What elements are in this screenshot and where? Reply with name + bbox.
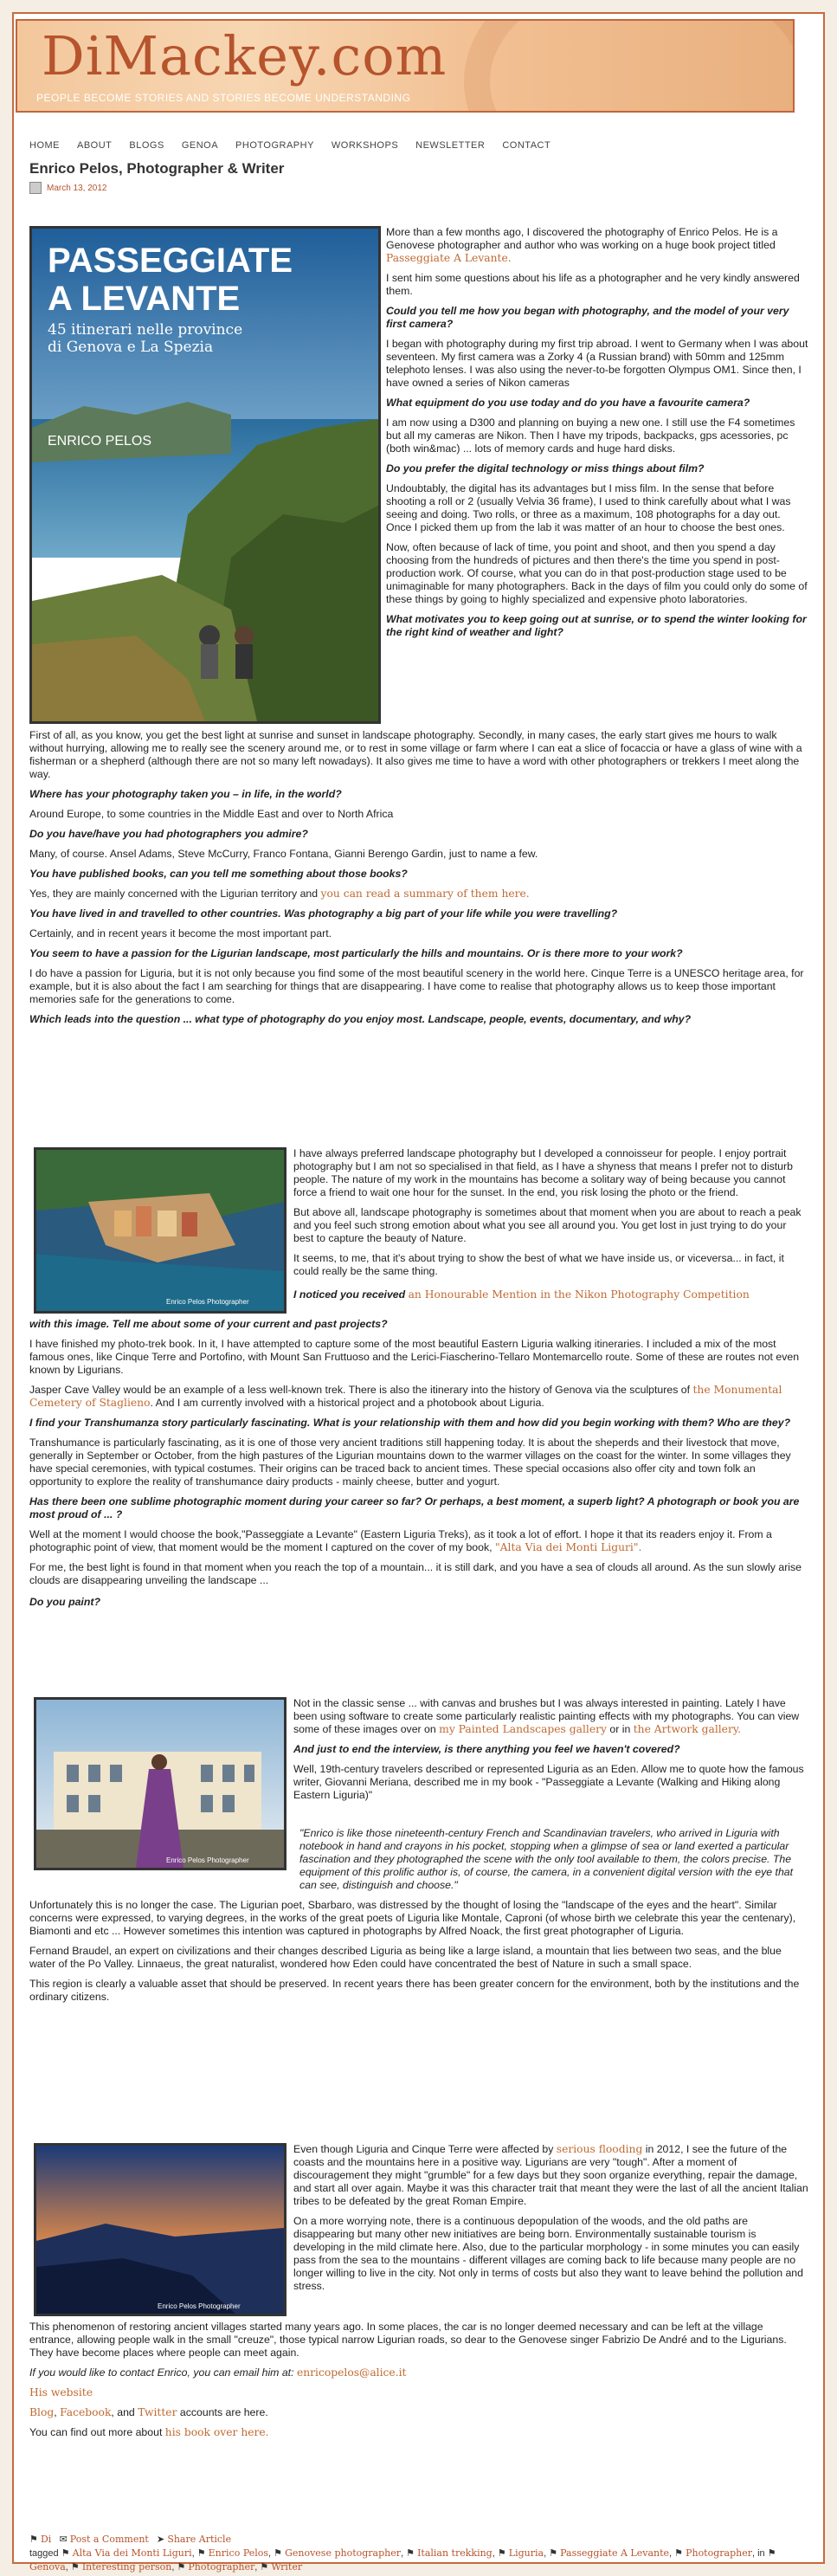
post-date-text: March 13, 2012: [47, 183, 107, 193]
question-6: Do you have/have you had photographers you admire?: [29, 828, 308, 840]
answer-6: Many, of course. Ansel Adams, Steve McCurry, Franco Fontana, Gianni Berengo Gardin, just to name a few.: [29, 848, 538, 860]
nav-workshops[interactable]: WORKSHOPS: [331, 140, 399, 151]
answer-14-column: [293, 1697, 808, 1809]
staglieno-link[interactable]: the Monumental Cemetery of Staglieno: [29, 1384, 782, 1409]
answer-10b: But above all, landscape photography is sometimes about that moment when you are about to reach a peak and you feel such strong emotion about what you see all around you. You get lost in just trying to do your best to capture the beauty of Nature.: [293, 1206, 802, 1244]
section-3: [29, 1318, 808, 1616]
banner-decoration: [464, 19, 795, 113]
question-5: Where has your photography taken you – in life, in the world?: [29, 788, 342, 800]
question-4: What motivates you to keep going out at sunrise, or to spend the winter looking for the right kind of weather and light?: [386, 613, 807, 638]
answer-3b: Now, often because of lack of time, you point and shoot, and then you spend a day choosing from the hundreds of pictures and then there's the time you spend in post-production work. Of course, what you can do in that post-production stage used to be unimaginable for many photographers. Back in the days of film you could only do some of these things by going to highly specialized and expensive photo laboratories.: [386, 541, 808, 605]
category-icon: ⚑: [70, 2562, 82, 2573]
intro-paragraph-2: I sent him some questions about his life as a photographer and he very kindly answered them.: [386, 272, 800, 297]
category-link[interactable]: Interesting person: [81, 2561, 172, 2573]
answer-1: I began with photography during my first trip abroad. I went to Germany when I was about seventeen. My first camera was a Zorky 4 (a Russian brand) with 50mm and 125mm telephoto lenses. I was also using the never-to-be forgotten Olympus OM1. Since then, I have owned a series of Nikon cameras: [386, 338, 808, 389]
main-nav: [29, 140, 568, 151]
question-10: Which leads into the question ... what type of photography do you enjoy most. Landscape, people, events, documentary, and why?: [29, 1013, 692, 1025]
contact-line: If you would like to contact Enrico, you can email him at: enricopelos@alice.it: [29, 2366, 407, 2379]
question-14: Do you paint?: [29, 1596, 100, 1608]
photo-watermark-1: Enrico Pelos Photographer: [166, 1298, 249, 1306]
nav-blogs[interactable]: BLOGS: [129, 140, 164, 151]
social-line: Blog, Facebook, and Twitter accounts are here.: [29, 2406, 268, 2418]
alta-via-link[interactable]: "Alta Via dei Monti Liguri".: [494, 1541, 642, 1553]
answer-5: Around Europe, to some countries in the Middle East and over to North Africa: [29, 808, 394, 820]
question-15: And just to end the interview, is there anything you feel we haven't covered?: [293, 1743, 680, 1755]
question-2: What equipment do you use today and do you have a favourite camera?: [386, 397, 750, 409]
question-9: You seem to have a passion for the Ligurian landscape, most particularly the hills and mountains. Or is there more to your work?: [29, 947, 683, 959]
tag-link[interactable]: Liguria: [508, 2547, 544, 2559]
answer-11a: I have finished my photo-trek book. In it, I have attempted to capture some of the most beautiful Eastern Liguria walking itineraries. I included a mix of the most famous ones, like Cinque Terre and Portofino, with Mount San Fruttuoso and the Lerici-Fiascherino-Tellaro Montemarcello route. Some of these are routes not even known by Ligurians.: [29, 1338, 800, 1376]
tag-icon: ⚑: [406, 2548, 418, 2559]
category-link[interactable]: Photographer: [188, 2561, 255, 2573]
question-12: I find your Transhumanza story particularly fascinating. What is your relationship with them and how did you begin working with them? Who are they?: [29, 1417, 791, 1429]
nav-home[interactable]: HOME: [29, 140, 60, 151]
post-footer: [29, 2533, 808, 2574]
village-photo[interactable]: [34, 1147, 287, 1314]
book-subtitle-line2: di Genova e La Spezia: [48, 339, 214, 356]
tagged-label: tagged: [29, 2548, 59, 2559]
share-article-link[interactable]: Share Article: [167, 2534, 232, 2545]
answer-8: Certainly, and in recent years it become the most important part.: [29, 927, 332, 939]
answer-10-column: [293, 1147, 808, 1308]
answer-10c: It seems, to me, that it's about trying to show the best of what we have inside us, or viceversa... in fact, it could really be the same thing.: [293, 1252, 784, 1277]
category-icon: ⚑: [177, 2562, 189, 2573]
category-icon: ⚑: [260, 2562, 272, 2573]
site-logo[interactable]: DiMackey.com: [42, 24, 447, 87]
category-link[interactable]: Genova: [29, 2561, 66, 2573]
nav-about[interactable]: ABOUT: [77, 140, 113, 151]
answer-10a: I have always preferred landscape photography but I developed a connoisseur for people. I enjoy portrait photography but I am not so specialised in that field, as I have a shyness that means I prefer not to disturb people. The nature of my work in the mountains has become a solitary way of being because you cannot force a friend to wait one hour for the sunset. In the end, you risk losing the photo or the friend.: [293, 1147, 793, 1198]
category-icon: ⚑: [767, 2548, 776, 2559]
tag-icon: ⚑: [274, 2548, 286, 2559]
twitter-link[interactable]: Twitter: [138, 2406, 177, 2418]
question-3: Do you prefer the digital technology or miss things about film?: [386, 462, 705, 475]
book-author: ENRICO PELOS: [48, 434, 152, 449]
answer-2: I am now using a D300 and planning on buying a new one. I still use the F4 sometimes but all my cameras are Nikon. Then I have my tripods, backpacks, gps acessories, pc (both win&mac) ... lots of memory cards and huge hard disks.: [386, 416, 795, 455]
post-title: Enrico Pelos, Photographer & Writer: [29, 160, 285, 177]
flooding-link[interactable]: serious flooding: [556, 2143, 643, 2155]
website-link[interactable]: His website: [29, 2386, 93, 2398]
email-link[interactable]: enricopelos@alice.it: [296, 2366, 407, 2379]
question-11-cont: with this image. Tell me about some of your current and past projects?: [29, 1318, 388, 1330]
meriana-quote: "Enrico is like those nineteenth-century French and Scandinavian travelers, who arrived in Liguria with notebook in hand and crayons in his pocket, stopping when a glimpse of sea or land exerted a particular fascination and they photographed the scene with the only tool available to them, the colors precise. The equipment of this prolific author is, of course, the camera, in a convenient digital version with the eye that can see, distinguish and choose.": [299, 1827, 794, 1891]
answer-11b: Jasper Cave Valley would be an example of a less well-known trek. There is also the itinerary into the history of Genova via the sculptures of the Monumental Cemetery of Staglieno. And I am currently involved with a historical project and a photobook about Liguria.: [29, 1384, 782, 1409]
answer-15e: Even though Liguria and Cinque Terre were affected by serious flooding in 2012, I see the future of the coasts and the mountains here in a positive way. Ligurians are very "tough". After a moment of discouragement they might "grumble" for a few days but they soon organize everything, repair the damage, and start all over again. Maybe it was this character trait that meant they were the last of all the ancient Italian tribes to be defeated by the great Roman Empire.: [293, 2143, 808, 2207]
tag-icon: ⚑: [61, 2548, 73, 2559]
nikon-competition-link[interactable]: an Honourable Mention in the Nikon Photography Competition: [408, 1288, 750, 1301]
book-line: You can find out more about his book over here.: [29, 2426, 269, 2438]
post-meta: [29, 2533, 808, 2547]
answer-9: I do have a passion for Liguria, but it is not only because you find some of the most beautiful scenery in the world here. Cinque Terre is a UNESCO heritage area, for example, but it is also about the fact I am searching for things that are disappearing. I have come to realise that photography allows us to keep those important memories safe for the generations to come.: [29, 967, 804, 1005]
answer-15-column: [293, 2143, 808, 2300]
tag-link[interactable]: Photographer: [686, 2547, 752, 2559]
book-link[interactable]: Passeggiate A Levante.: [386, 252, 512, 264]
book-title-line2: A LEVANTE: [48, 280, 241, 318]
painted-gallery-link[interactable]: my Painted Landscapes gallery: [439, 1723, 607, 1735]
question-8: You have lived in and travelled to other countries. Was photography a big part of your life while you were travelling?: [29, 907, 618, 920]
question-7: You have published books, can you tell me something about those books?: [29, 868, 408, 880]
answer-14: Not in the classic sense ... with canvas and brushes but I was always interested in painting. Lately I have been using software to create some particularly realistic painting effects with my photographs. You can view some of these images over on my Painted Landscapes gallery or in the Artwork gallery.: [293, 1697, 800, 1735]
post-date: [29, 182, 808, 194]
answer-15d: This region is clearly a valuable asset that should be preserved. In recent years there has been greater concern for the environment, both by the institutions and the ordinary citizens.: [29, 1978, 800, 2003]
nav-genoa[interactable]: GENOA: [181, 140, 219, 151]
answer-13a: Well at the moment I would choose the book,"Passeggiate a Levante" (Eastern Liguria Treks), as it took a lot of effort. I hope it that its readers enjoy it. From a photographic point of view, that moment would be the moment I captured on the cover of my book, "Alta Via dei Monti Liguri".: [29, 1528, 772, 1553]
tag-icon: ⚑: [549, 2548, 561, 2559]
answer-15c: Fernand Braudel, an expert on civilizations and their changes described Liguria as being like a large island, a mountain that lies between two seas, and the blue water of the Po Valley. Linnaeus, the great naturalist, wondered how Eden could have concentrated the best of Nature in such a small space.: [29, 1945, 782, 1970]
category-link[interactable]: Writer: [271, 2561, 303, 2573]
book-title-line1: PASSEGGIATE: [48, 242, 293, 280]
tag-link[interactable]: Alta Via dei Monti Liguri: [72, 2547, 192, 2559]
sunset-photo[interactable]: [34, 2143, 287, 2316]
photo-watermark-2: Enrico Pelos Photographer: [166, 1856, 249, 1864]
tag-link[interactable]: Italian trekking: [417, 2547, 493, 2559]
book-cover-image[interactable]: [29, 226, 381, 724]
site-tagline: PEOPLE BECOME STORIES AND STORIES BECOME UNDERSTANDING: [36, 92, 411, 104]
intro-column: [386, 226, 808, 646]
facebook-link[interactable]: Facebook: [60, 2406, 112, 2418]
comment-icon: ✉: [59, 2534, 68, 2545]
tag-icon: ⚑: [196, 2548, 209, 2559]
answer-15b: Unfortunately this is no longer the case. The Ligurian poet, Sbarbaro, was distressed by the thought of losing the "landscape of the eyes and the heart". Similar concerns were expressed, to varying degrees, in the works of the great poets of Liguria like Montale, Caproni (of whose birth we celebrate this year the centenary), Biamonti and etc ... However sometimes this intention was captured in photographs by Alfred Noack, the first great photographer of Liguria.: [29, 1899, 796, 1937]
site-banner[interactable]: [16, 19, 795, 113]
author-link[interactable]: Di: [40, 2534, 52, 2545]
tag-icon: ⚑: [497, 2548, 509, 2559]
share-icon: ➤: [157, 2534, 165, 2545]
nav-contact[interactable]: CONTACT: [502, 140, 551, 151]
calendar-icon: [29, 182, 42, 194]
tag-link[interactable]: Genovese photographer: [285, 2547, 402, 2559]
tag-list: tagged ⚑ Alta Via dei Monti Liguri, ⚑ Enrico Pelos, ⚑ Genovese photographer, ⚑ Italian trekking, ⚑ Liguria, ⚑ Passeggiate A Levante, ⚑ Photographer, in ⚑ Genova, ⚑ Interesting person, ⚑ Photographer, ⚑ Writer: [29, 2547, 776, 2573]
section-5: [29, 2321, 808, 2446]
nav-newsletter[interactable]: NEWSLETTER: [415, 140, 486, 151]
answer-7: Yes, they are mainly concerned with the Ligurian territory and you can read a summary of them here.: [29, 888, 530, 900]
blog-link[interactable]: Blog: [29, 2406, 55, 2418]
answer-12: Transhumance is particularly fascinating, as it is one of those very ancient traditions still happening today. It is about the sheperds and their livestock that move, generally in September or October, from the high pastures of the Ligurian mountains down to the warmer villages on the coast for the winter. In some villages they have special ceremonies, with typical costumes. Their origins can be traced back to ancient times. These special occasions also offer city and town folk an opportunity to explore the reality of transhumance dairy products - mainly cheese, butter and yogurt.: [29, 1436, 791, 1488]
answer-4: First of all, as you know, you get the best light at sunrise and sunset in landscape photography. Secondly, in many cases, the early start gives me hours to walk without hurrying, allowing me to really see the scenery around me, or to rest in some village or farm where I can eat a slice of focaccia or have a glass of wine with a fisherman or a shepherd (although there are not so many left nowadays). It also gives me time to have a word with other photographers or trekkers I meet along the way.: [29, 729, 802, 780]
answer-15f: On a more worrying note, there is a continuous depopulation of the woods, and the old paths are disappearing but many other new initiatives are being born. Environmentally sustainable tourism is developing in the mild climate here. Also, due to the particular morphology - in some minutes you can easily pass from the sea to the mountains - different villages are coming back to life because many people are no longer willing to live in the city. Not only in terms of costs but also they want to leave behind the pollution and stress.: [293, 2215, 803, 2292]
question-11: I noticed you received an Honourable Mention in the Nikon Photography Competition: [293, 1288, 750, 1301]
book-subtitle-line1: 45 itinerari nelle province: [48, 321, 243, 339]
tag-link[interactable]: Passeggiate A Levante: [560, 2547, 670, 2559]
answer-15a: Well, 19th-century travelers described or represented Liguria as an Eden. Allow me to quote how the famous writer, Giovanni Meriana, described me in my book - "Passeggiate a Levante (Walking and Hiking along Eastern Liguria)": [293, 1763, 804, 1801]
post-comment-link[interactable]: Post a Comment: [69, 2534, 149, 2545]
question-13: Has there been one sublime photographic moment during your career so far? Or perhaps, a best moment, a superb light? A photograph or book you are most proud of ... ?: [29, 1495, 800, 1520]
books-summary-link[interactable]: you can read a summary of them here.: [320, 888, 530, 900]
answer-15g: This phenomenon of restoring ancient villages started many years ago. In some places, the car is no longer deemed necessary and can be left at the village entrance, allowing people walk in the small "creuze", those typical narrow Ligurian roads, so dear to the Genovese singer Fabrizio De André and to the Ligurians. They have become places where people can meet again.: [29, 2321, 787, 2359]
book-over-here-link[interactable]: his book over here.: [164, 2426, 269, 2438]
answer-3a: Undoubtably, the digital has its advantages but I miss film. In the sense that before shooting a roll or 2 (usually Velvia 36 frame), I used to think carefully about what I was seeing and doing. Two rolls, or three as a maximum, 108 photographs for a day out. Once I picked them up from the lab it was matter of an hour to choose the best ones.: [386, 482, 791, 533]
tag-icon: ⚑: [29, 2534, 38, 2545]
nav-photography[interactable]: PHOTOGRAPHY: [235, 140, 314, 151]
photo-watermark-3: Enrico Pelos Photographer: [158, 2302, 241, 2310]
question-1: Could you tell me how you began with photography, and the model of your very first camera?: [386, 305, 789, 330]
artwork-gallery-link[interactable]: the Artwork gallery.: [633, 1723, 742, 1735]
in-label: in: [757, 2548, 765, 2559]
section-4: [29, 1827, 808, 2011]
section-2: [29, 729, 808, 1033]
post: [29, 160, 808, 2573]
intro-paragraph-1: More than a few months ago, I discovered the photography of Enrico Pelos. He is a Genovese photographer and author who was working on a huge book project titled Passeggiate A Levante.: [386, 226, 778, 264]
website-line: [29, 2386, 808, 2399]
answer-13b: For me, the best light is found in that moment when you reach the top of a mountain... it is still dark, and you have a sea of clouds all around. As the sun slowly arise clouds are disappearing unveiling the landscape ...: [29, 1561, 802, 1586]
tag-icon: ⚑: [674, 2548, 686, 2559]
tag-link[interactable]: Enrico Pelos: [208, 2547, 269, 2559]
